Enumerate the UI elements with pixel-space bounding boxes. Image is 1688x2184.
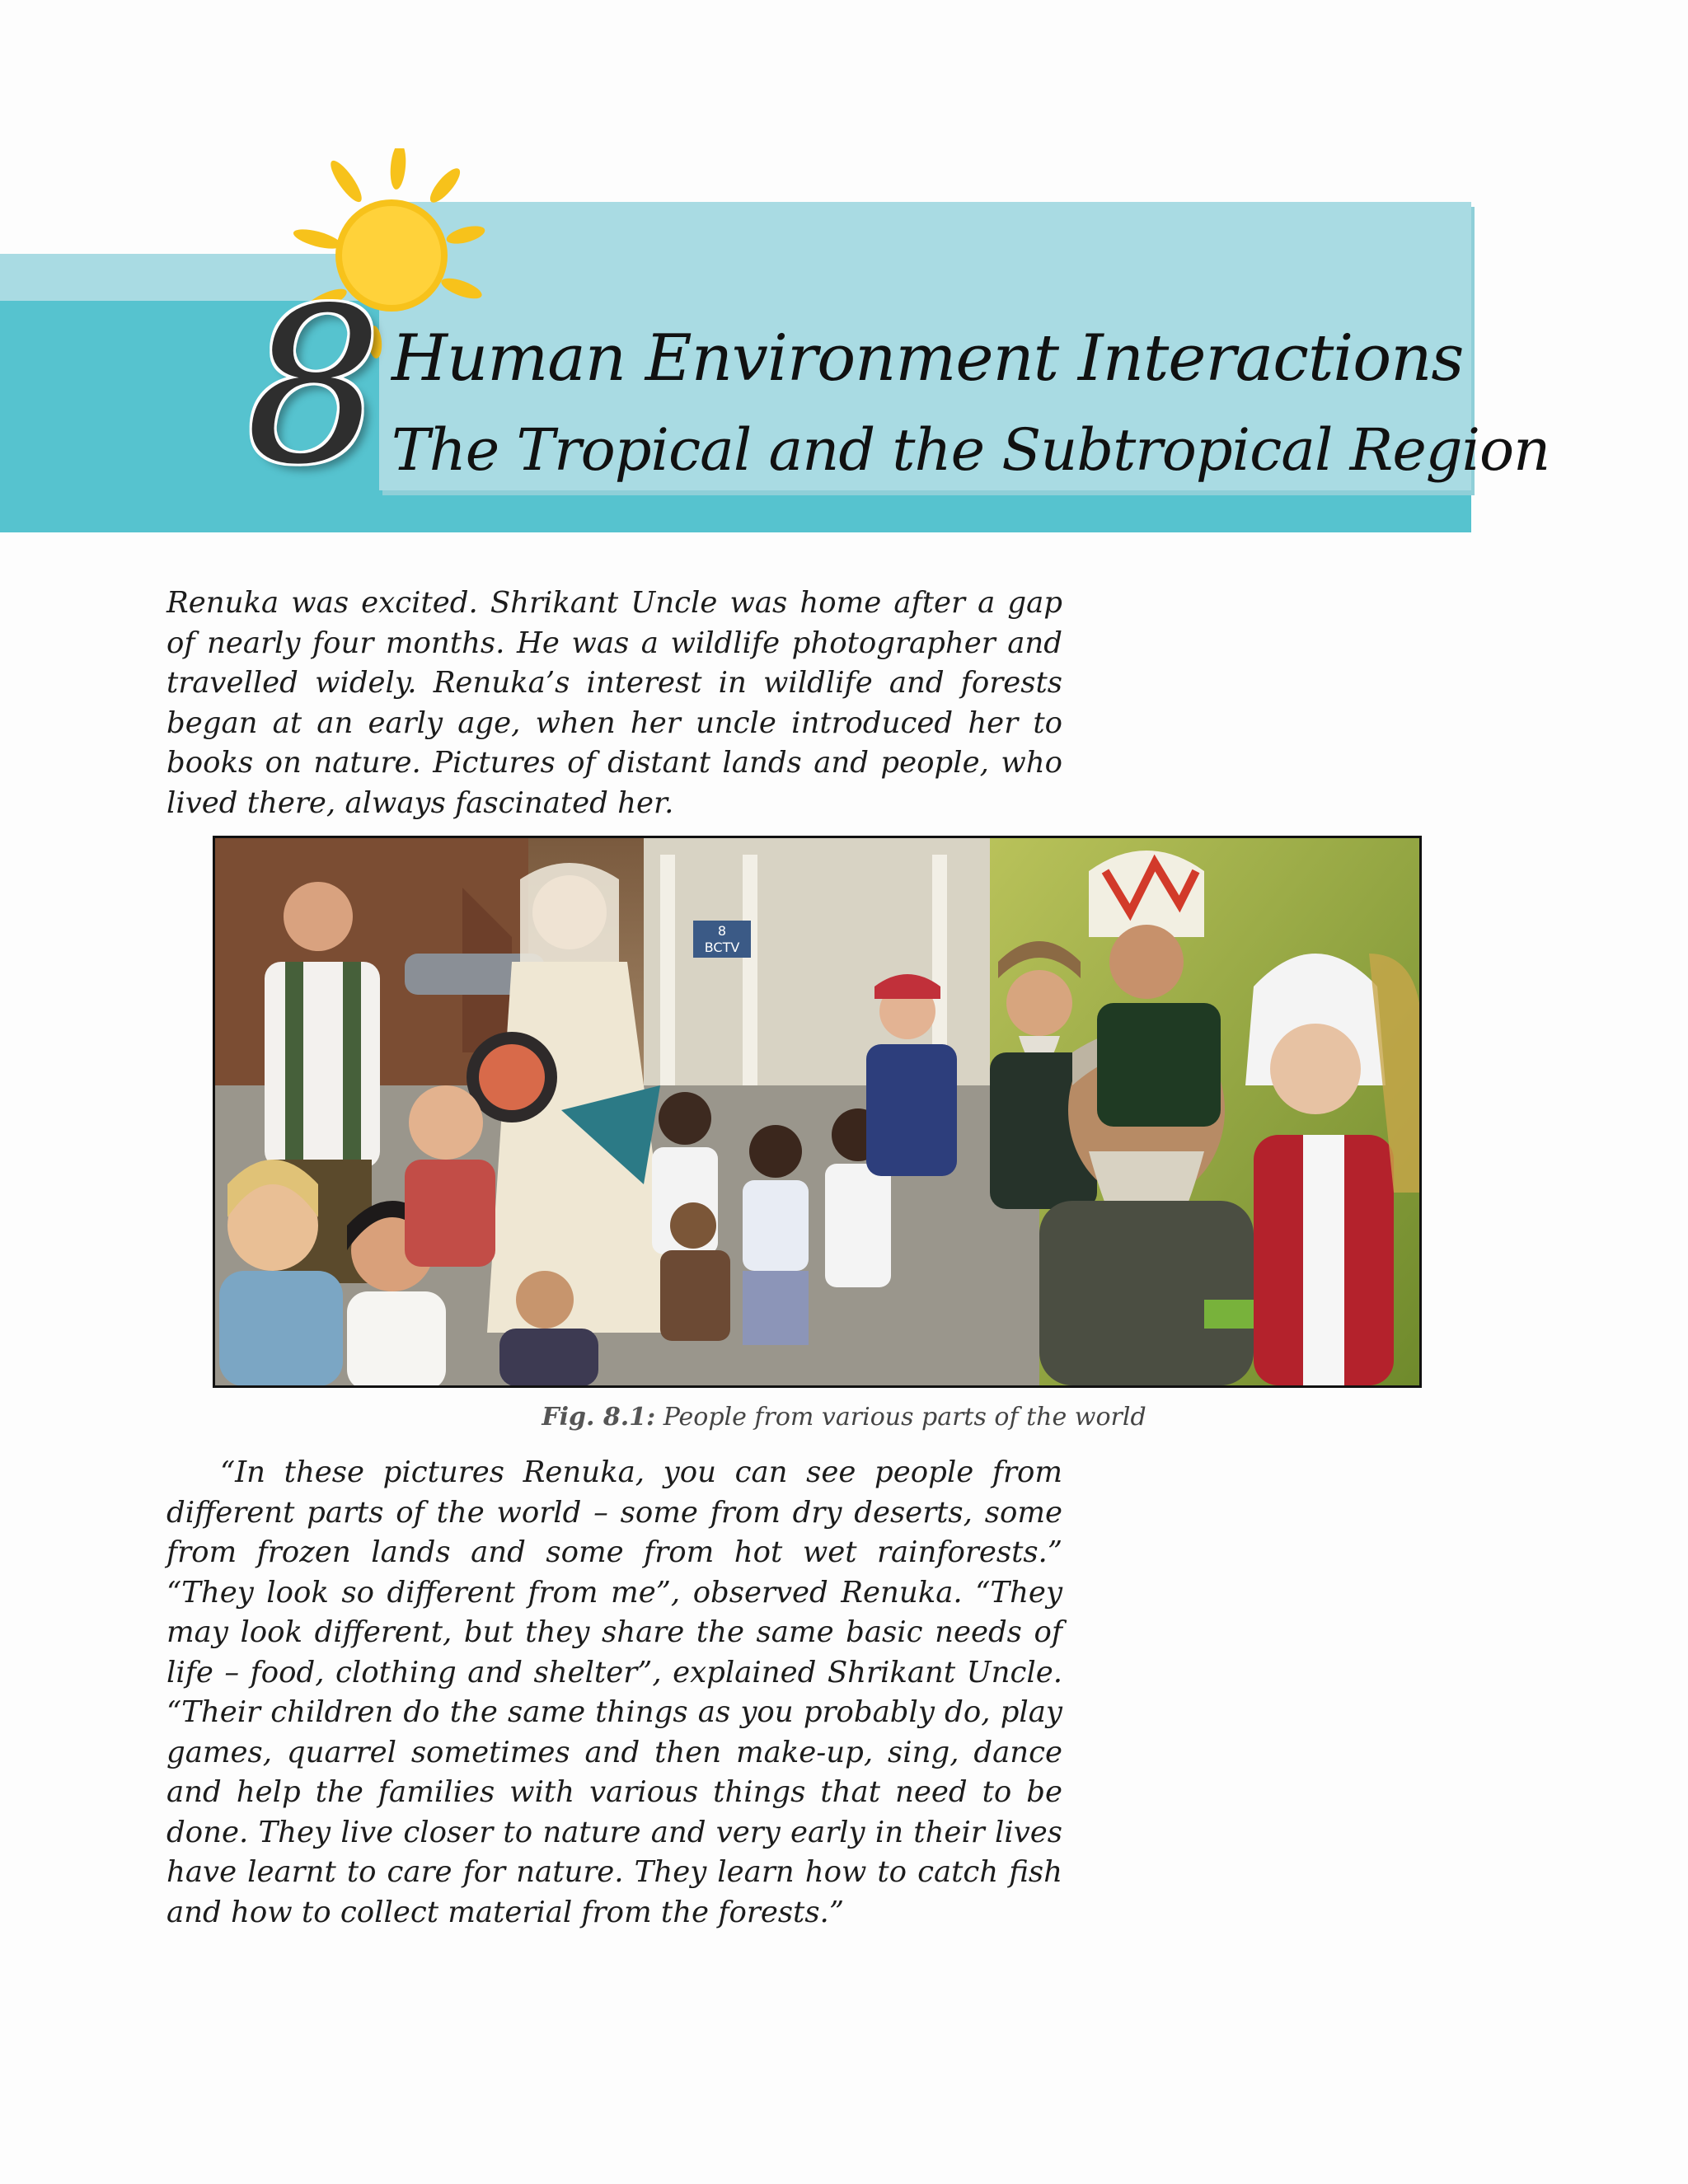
svg-text:BCTV: BCTV (704, 940, 740, 955)
figure-caption-text: People from various parts of the world (663, 1403, 1146, 1432)
header-band-tip (1447, 493, 1471, 532)
figure-caption (0, 1403, 1688, 1432)
chapter-number: 8 (246, 263, 382, 512)
svg-text:8: 8 (717, 923, 727, 939)
intro-paragraph: Renuka was excited. Shrikant Uncle was home after a gap of nearly four months. He was a wildlife photographer and travelled widely. Renuka’s interest in wildlife and forests began at an early age, when her uncle introduced her to books on nature. Pictures of distant lands and people, who lived there, always fascinated her. (166, 586, 1062, 820)
dialogue-paragraph: “In these pictures Renuka, you can see people from different parts of the world – some from dry deserts, some from frozen lands and some from hot wet rainforests.” “They look so different from me”, observed Renuka. “They may look different, but they share the same basic needs of life – food, clothing and shelter”, explained Shrikant Uncle. “Their children do the same things as you probably do, play games, quarrel sometimes and then make-up, sing, dance and help the families with various things that need to be done. They live closer to nature and very early in their lives have learnt to care for nature. They learn how to catch fish and how to collect material from the forests.” (166, 1455, 1062, 1929)
figure-label: Fig. 8.1: (542, 1403, 656, 1432)
figure-people-collage (213, 836, 1422, 1388)
chapter-title: Human Environment Interactions (392, 321, 1464, 396)
chapter-subtitle: The Tropical and the Subtropical Region (392, 416, 1550, 484)
